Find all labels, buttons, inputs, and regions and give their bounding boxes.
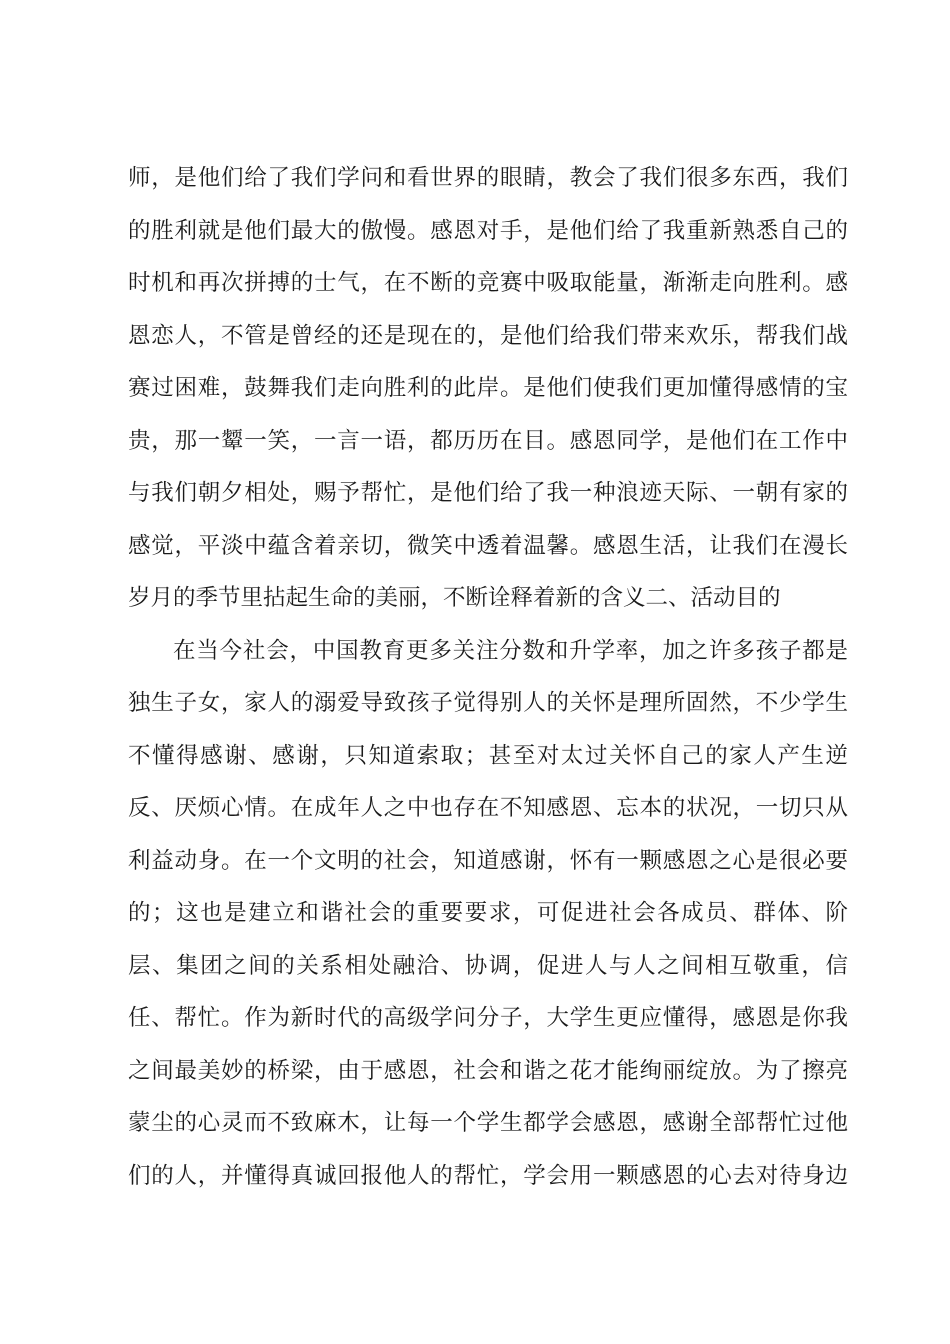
document-body <box>128 152 848 1202</box>
paragraph-2-line-3: 不懂得感谢、感谢，只知道索取；甚至对太过关怀自己的家人产生逆 <box>128 742 848 769</box>
paragraph-1-line-3: 时机和再次拼搏的士气，在不断的竞赛中吸取能量，渐渐走向胜利。感 <box>128 270 848 296</box>
paragraph-2-line-11: 们的人，并懂得真诚回报他人的帮忙，学会用一颗感恩的心去对待身边 <box>128 1162 848 1189</box>
paragraph-1-line-8: 感觉，平淡中蕴含着亲切，微笑中透着温馨。感恩生活，让我们在漫长 <box>128 532 848 559</box>
paragraph-1-line-5: 赛过困难，鼓舞我们走向胜利的此岸。是他们使我们更加懂得感情的宝 <box>128 375 848 401</box>
paragraph-1-line-2: 的胜利就是他们最大的傲慢。感恩对手，是他们给了我重新熟悉自己的 <box>128 217 848 244</box>
paragraph-2-line-7: 层、集团之间的关系相处融洽、协调，促进人与人之间相互敬重，信 <box>128 952 848 979</box>
paragraph-2-line-2: 独生子女，家人的溺爱导致孩子觉得别人的关怀是理所固然，不少学生 <box>128 690 848 716</box>
paragraph-2-line-4: 反、厌烦心情。在成年人之中也存在不知感恩、忘本的状况，一切只从 <box>128 795 848 821</box>
paragraph-1-line-1: 师，是他们给了我们学问和看世界的眼睛，教会了我们很多东西，我们 <box>128 165 848 191</box>
paragraph-2-line-1: 在当今社会，中国教育更多关注分数和升学率，加之许多孩子都是 <box>173 637 848 664</box>
paragraph-2-line-8: 任、帮忙。作为新时代的高级学问分子，大学生更应懂得，感恩是你我 <box>128 1005 848 1031</box>
paragraph-1-line-9: 岁月的季节里拈起生命的美丽，不断诠释着新的含义二、活动目的 <box>128 585 781 611</box>
paragraph-2-line-6: 的；这也是建立和谐社会的重要要求，可促进社会各成员、群体、阶 <box>128 900 848 926</box>
paragraph-2-line-9: 之间最美妙的桥梁，由于感恩，社会和谐之花才能绚丽绽放。为了擦亮 <box>128 1057 848 1084</box>
paragraph-1-line-4: 恩恋人，不管是曾经的还是现在的，是他们给我们带来欢乐，帮我们战 <box>128 322 848 349</box>
paragraph-1-line-7: 与我们朝夕相处，赐予帮忙，是他们给了我一种浪迹天际、一朝有家的 <box>128 480 848 506</box>
paragraph-1-line-6: 贵，那一颦一笑，一言一语，都历历在目。感恩同学，是他们在工作中 <box>128 427 848 454</box>
paragraph-2-line-10: 蒙尘的心灵而不致麻木，让每一个学生都学会感恩，感谢全部帮忙过他 <box>128 1110 848 1136</box>
paragraph-2-line-5: 利益动身。在一个文明的社会，知道感谢，怀有一颗感恩之心是很必要 <box>128 847 848 874</box>
